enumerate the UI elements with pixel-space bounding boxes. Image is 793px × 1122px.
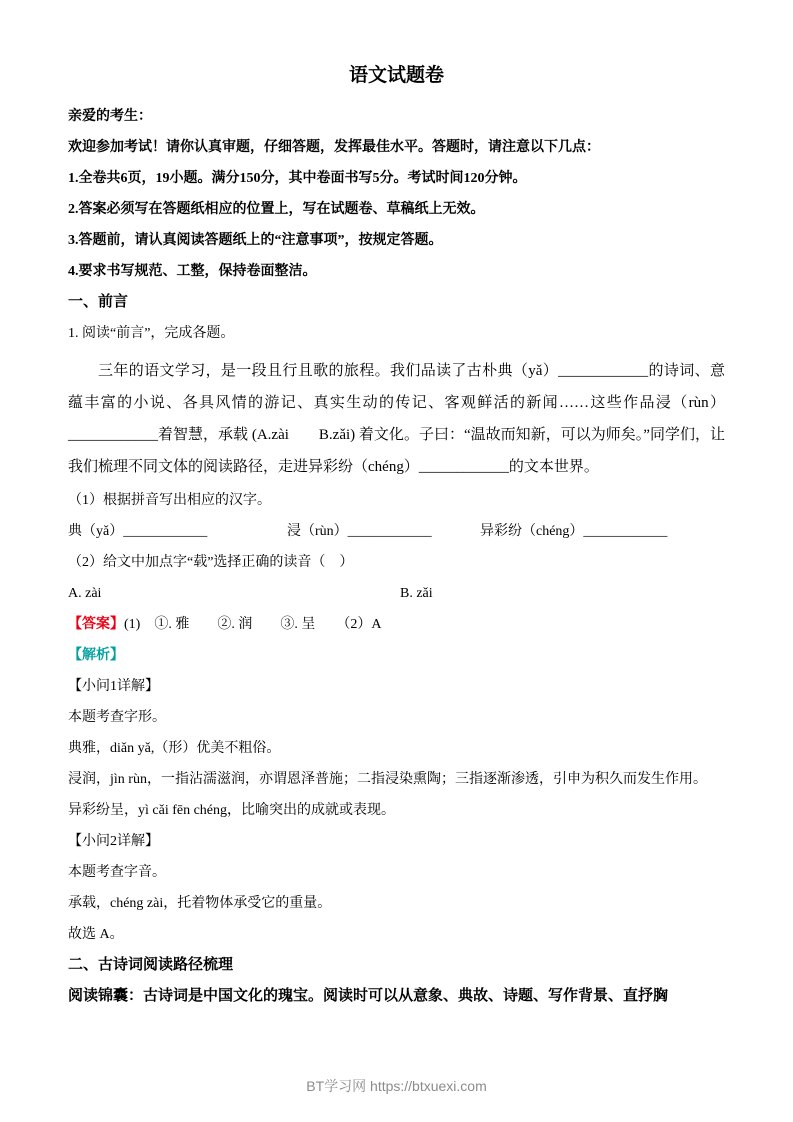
subquestion-1: （1）根据拼音写出相应的汉字。 xyxy=(68,493,271,508)
exam-note-3: 3.答题前，请认真阅读答题纸上的“注意事项”，按规定答题。 xyxy=(68,233,443,248)
question-1: 1. 阅读“前言”，完成各题。 xyxy=(68,326,235,341)
answer-line xyxy=(68,615,725,634)
section1-heading: 一、前言 xyxy=(68,294,129,310)
detail1-heading: 【小问1详解】 xyxy=(68,679,159,694)
blank-dian-ya: 典（yǎ）____________ xyxy=(68,524,208,539)
exam-note-1: 1.全卷共6页，19小题。满分150分，其中卷面书写5分。考试时间120分钟。 xyxy=(68,171,527,186)
option-a: A. zài xyxy=(68,586,102,601)
reading-tip: 阅读锦囊：古诗词是中国文化的瑰宝。阅读时可以从意象、典故、诗题、写作背景、直抒胸 xyxy=(68,988,669,1004)
detail1-line-1: 本题考查字形。 xyxy=(68,710,166,725)
subquestion-2: （2）给文中加点字“载”选择正确的读音（ ） xyxy=(68,555,354,570)
detail1-line-2: 典雅，diǎn yǎ,（形）优美不粗俗。 xyxy=(68,741,281,756)
detail2-line-2: 承载，chéng zài，托着物体承受它的重量。 xyxy=(68,896,332,911)
detail2-heading: 【小问2详解】 xyxy=(68,834,159,849)
detail2-line-1: 本题考查字音。 xyxy=(68,865,166,880)
answer-text: (1) ①. 雅 ②. 润 ③. 呈 （2）A xyxy=(124,617,382,632)
exam-note-2: 2.答案必须写在答题纸相应的位置上，写在试题卷、草稿纸上无效。 xyxy=(68,202,485,217)
detail1-line-3: 浸润，jìn rùn，一指沾濡滋润，亦谓恩泽普施；二指浸染熏陶；三指逐渐渗透，引申为积久而发生作用。 xyxy=(68,772,707,787)
site-watermark: BT学习网 https://btxuexi.com xyxy=(306,1078,487,1094)
section2-heading: 二、古诗词阅读路径梳理 xyxy=(68,957,234,973)
welcome-line: 欢迎参加考试！请你认真审题，仔细答题，发挥最佳水平。答题时，请注意以下几点： xyxy=(68,140,600,155)
pinyin-blanks-row xyxy=(68,522,725,541)
reading-passage: 三年的语文学习，是一段且行且歌的旅程。我们品读了古朴典（yǎ）____________的诗词、意蕴丰富的小说、各具风情的游记、真实生动的传记、客观鲜活的新闻……这些作品浸（rùn）____________着智慧，承载 (A.zài B.zǎi) 着文化。子曰：“温故而知新，可以为师矣。”同学们，让我们梳理不同文体的阅读路径，走进异彩纷（chéng）____________的文本世界。 xyxy=(68,363,725,475)
blank-fen-cheng: 异彩纷（chéng）____________ xyxy=(480,524,668,539)
exam-note-4: 4.要求书写规范、工整，保持卷面整洁。 xyxy=(68,264,317,279)
analysis-label: 【解析】 xyxy=(68,648,124,663)
analysis-line xyxy=(68,646,725,665)
options-row xyxy=(68,584,725,603)
detail1-line-4: 异彩纷呈，yì cǎi fēn chéng，比喻突出的成就或表现。 xyxy=(68,803,396,818)
option-b: B. zǎi xyxy=(400,586,433,601)
blank-jin-run: 浸（rùn）____________ xyxy=(287,524,432,539)
detail2-line-3: 故选 A。 xyxy=(68,927,124,942)
salutation: 亲爱的考生： xyxy=(68,109,152,124)
page-title: 语文试题卷 xyxy=(348,65,444,86)
answer-label: 【答案】 xyxy=(68,617,124,632)
